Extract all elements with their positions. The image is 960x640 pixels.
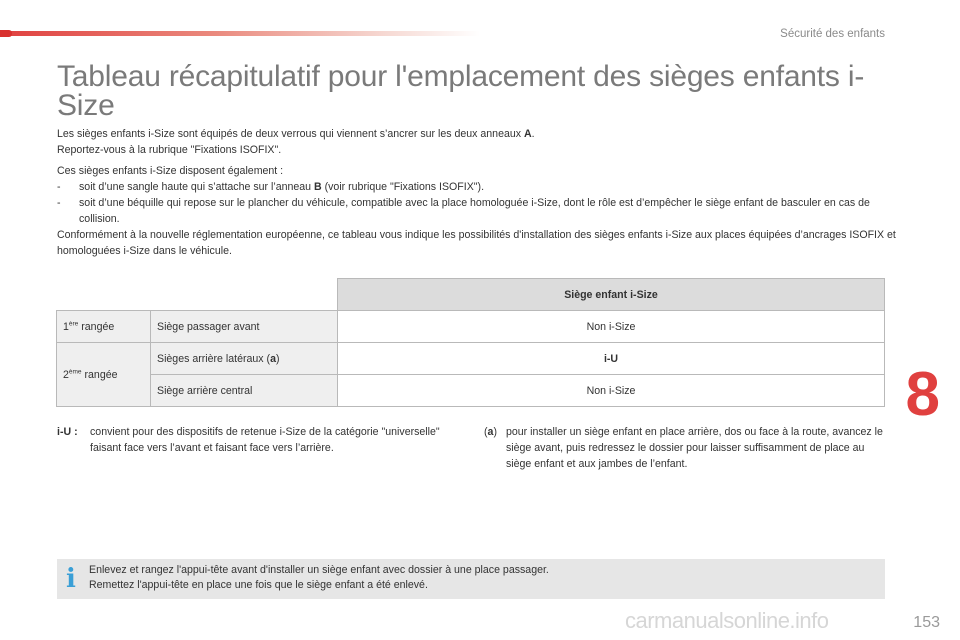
intro-paragraph	[57, 126, 897, 158]
table-row	[57, 375, 885, 407]
footnote-paren-close: )	[493, 426, 497, 438]
info-line: Remettez l'appui-tête en place une fois que le siège enfant a été enlevé.	[89, 579, 428, 591]
bullet-dash: -	[57, 181, 61, 193]
seat-compatibility: i-U	[338, 343, 885, 375]
iu-legend-key: i-U :	[57, 426, 78, 438]
footnote-paren-open: (	[484, 426, 488, 438]
intro-period: .	[531, 128, 535, 140]
footnote-a-text: pour installer un siège enfant en place arrière, dos ou face à la route, avancez le siège avant, puis redressez le dossier pour laisser suffisamment de place au siège enfant et aux jambes de l’enfant.	[506, 426, 883, 470]
page-title: Tableau récapitulatif pour l'emplacement des sièges enfants i-Size	[57, 60, 865, 122]
row-number: 2	[63, 368, 69, 381]
bullet-text: soit d’une sangle haute qui s’attache sur l’anneau	[79, 181, 314, 193]
regulation-text: Conformément à la nouvelle réglementation européenne, ce tableau vous indique les possibilités d'installation des sièges enfants i-Size aux places équipées d’ancrages ISOFIX et homologuées i-Size dans le véhicule.	[57, 229, 896, 257]
ring-a-label: A	[524, 128, 532, 140]
chapter-number: 8	[905, 360, 940, 429]
bullet-item	[57, 179, 897, 195]
info-box	[57, 559, 885, 599]
bullet-text: soit d’une béquille qui repose sur le plancher du véhicule, compatible avec la place homologuée i-Size, dont le rôle est d’empêcher le siège enfant de basculer en cas de collision.	[79, 197, 870, 225]
seat-position	[151, 343, 338, 375]
features-paragraph	[57, 163, 897, 259]
info-text	[89, 563, 549, 593]
bullet-dash: -	[57, 197, 61, 209]
info-line: Enlevez et rangez l'appui-tête avant d'installer un siège enfant avec dossier à une place passager.	[89, 564, 549, 576]
intro-text: Les sièges enfants i-Size sont équipés de deux verrous qui viennent s’ancrer sur les deux anneaux	[57, 128, 524, 140]
row-ordinal: ème	[68, 367, 82, 375]
footnote-ref-a: a	[270, 352, 276, 365]
ring-b-label: B	[314, 181, 322, 193]
footnote-letter: a	[487, 426, 494, 438]
table-row	[57, 311, 885, 343]
footnote-a-key	[484, 424, 506, 472]
seat-position: Siège arrière central	[151, 375, 338, 407]
seat-position-text-end: )	[275, 352, 280, 365]
isize-seat-table	[56, 278, 885, 407]
table-header-row	[57, 279, 885, 311]
info-icon: i	[66, 564, 76, 594]
table-corner	[57, 279, 338, 311]
column-header: Siège enfant i-Size	[338, 279, 885, 311]
watermark: carmanualsonline.info	[625, 608, 829, 633]
section-label: Sécurité des enfants	[780, 28, 885, 40]
row-label	[57, 343, 151, 407]
footnote-a	[484, 424, 884, 472]
table-row	[57, 343, 885, 375]
bullet-text-end: (voir rubrique "Fixations ISOFIX").	[321, 181, 485, 193]
seat-compatibility: Non i-Size	[338, 375, 885, 407]
intro-reference: Reportez-vous à la rubrique "Fixations ISOFIX".	[57, 144, 282, 156]
iu-legend	[57, 424, 457, 456]
header-accent-bar	[0, 31, 480, 36]
bullet-item	[57, 195, 897, 227]
row-label	[57, 311, 151, 343]
header-accent-tab	[0, 30, 12, 37]
seat-position-text: Sièges arrière latéraux (	[157, 352, 271, 365]
seat-compatibility: Non i-Size	[338, 311, 885, 343]
seat-position: Siège passager avant	[151, 311, 338, 343]
row-label-text: rangée	[81, 368, 118, 381]
features-lead: Ces sièges enfants i-Size disposent également :	[57, 165, 284, 177]
row-label-text: rangée	[78, 320, 115, 333]
row-ordinal: ère	[68, 319, 79, 327]
iu-legend-text: convient pour des dispositifs de retenue i-Size de la catégorie "universelle" faisant face vers l’avant et faisant face vers l’arrière.	[90, 426, 440, 454]
row-number: 1	[63, 320, 69, 333]
page-number: 153	[913, 614, 940, 631]
